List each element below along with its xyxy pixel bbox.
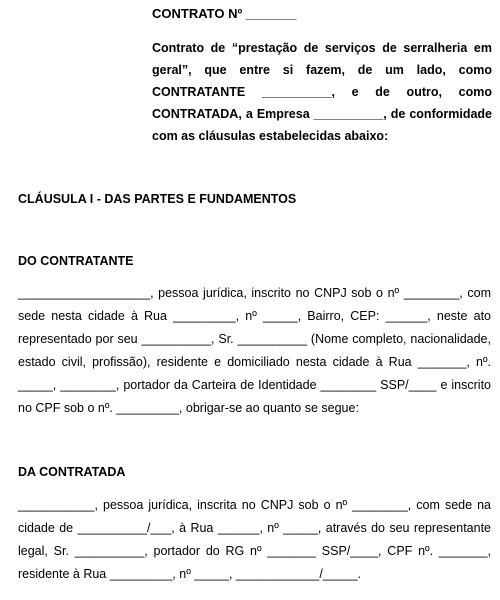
contratante-paragraph: ___________________, pessoa jurídica, inscrito no CNPJ sob o nº ________, com sede nesta cidade à Rua _________, nº _____, Bairro, CEP: ______, neste ato representado por seu __________, Sr. __________ (Nome completo, nacionalidade, estado civil, profissão), residente e domiciliado nesta cidade à Rua _______, nº. _____, ________, portador da Carteira de Identidade ________ SSP/____ e inscrito no CPF sob o nº. _________, obrigar-se ao quanto se segue: bbox=[18, 286, 491, 415]
contract-preamble: Contrato de “prestação de serviços de serralheria em geral”, que entre si fazem, de um lado, como CONTRATANTE __________, e de outro, como CONTRATADA, a Empresa __________, de conformidade com as cláusulas estabelecidas abaixo: bbox=[152, 41, 492, 143]
contratada-heading: DA CONTRATADA bbox=[18, 465, 126, 479]
clause-heading: CLÁUSULA I - DAS PARTES E FUNDAMENTOS bbox=[18, 192, 297, 206]
contratada-paragraph: ___________, pessoa jurídica, inscrita no CNPJ sob o nº ________, com sede na cidade de __________/___, à Rua ______, nº _____, através do seu representante legal, Sr. __________, portador do RG nº _______ SSP/____, CPF nº. _______, residente à Rua _________, nº _____, ____________/_____. bbox=[18, 498, 491, 581]
contract-title: CONTRATO Nº _______ bbox=[152, 6, 297, 21]
contratante-heading: DO CONTRATANTE bbox=[18, 254, 134, 268]
